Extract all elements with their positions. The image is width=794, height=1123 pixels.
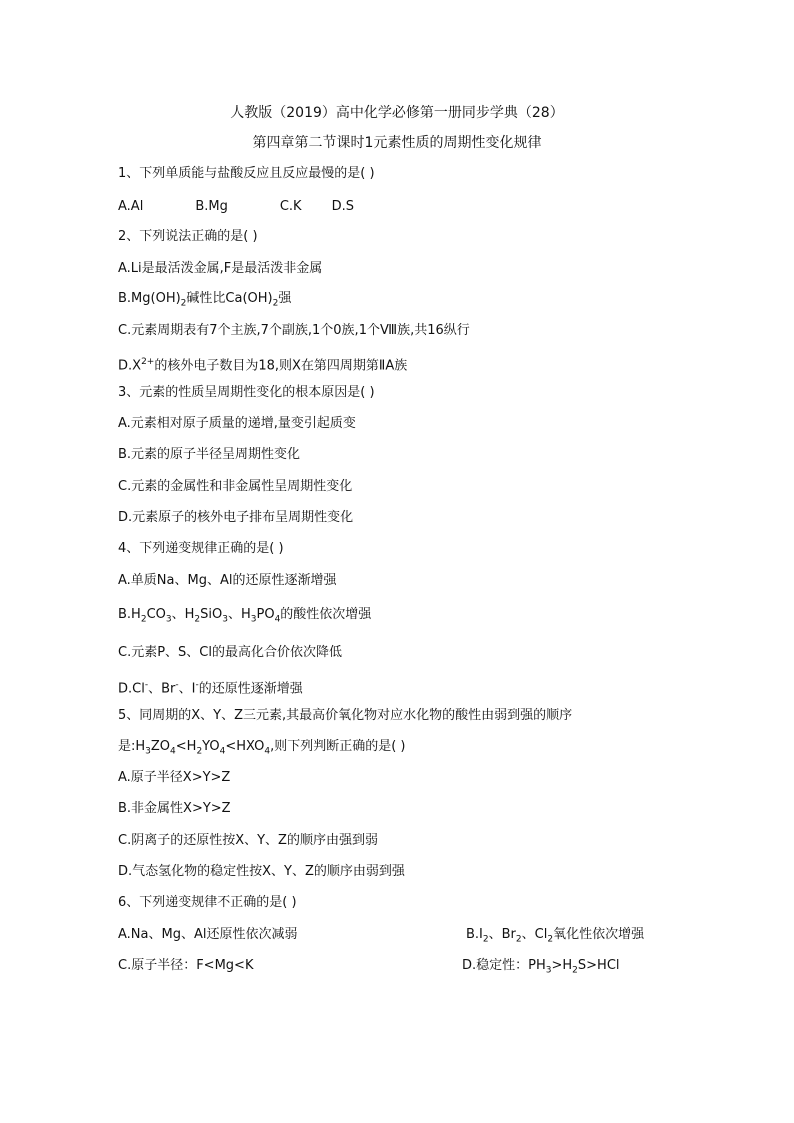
question-1-option-d: D.S (331, 199, 354, 214)
text-run: D.稳定性：PH (462, 958, 546, 973)
text-run: 的酸性依次增强 (280, 607, 372, 622)
subscript: 2 (572, 965, 578, 976)
question-5-option-c: C.阴离子的还原性按X、Y、Z的顺序由强到弱 (118, 833, 378, 848)
text-run: <HXO (225, 739, 265, 754)
subscript: 2 (140, 614, 147, 625)
question-4-option-c: C.元素P、S、Cl的最高化合价依次降低 (118, 645, 342, 660)
document-subtitle: 第四章第二节课时1元素性质的周期性变化规律 (252, 135, 542, 151)
question-5-option-a: A.原子半径X>Y>Z (118, 770, 231, 785)
text-run: 碱性比Ca(OH) (186, 291, 273, 306)
text-run: B.Mg(OH) (118, 291, 181, 306)
question-5-stem-line-1: 5、同周期的X、Y、Z三元素,其最高价氧化物对应水化物的酸性由弱到强的顺序 (118, 708, 573, 723)
text-run: 、Cl (521, 927, 548, 942)
superscript: - (144, 680, 149, 690)
subscript: 2 (194, 614, 201, 625)
question-6-option-b (466, 926, 644, 949)
question-3-option-a: A.元素相对原子质量的递增,量变引起质变 (118, 416, 356, 431)
question-2-option-c: C.元素周期表有7个主族,7个副族,1个0族,1个Ⅷ族,共16纵行 (118, 323, 470, 338)
subscript: 4 (264, 746, 271, 757)
subscript: 3 (250, 614, 257, 625)
text-run: SiO (200, 607, 223, 622)
question-6-option-a: A.Na、Mg、Al还原性依次减弱 (118, 927, 298, 942)
text-run: <H (175, 739, 197, 754)
text-run: 的还原性逐渐增强 (198, 681, 303, 697)
question-4-option-d (118, 676, 303, 698)
question-3-option-c: C.元素的金属性和非金属性呈周期性变化 (118, 479, 353, 494)
text-run: YO (202, 739, 220, 754)
subscript: 2 (547, 934, 554, 945)
text-run: 、Br (148, 681, 176, 697)
question-3-stem: 3、元素的性质呈周期性变化的根本原因是( ) (118, 385, 375, 400)
text-run: ,则下列判断正确的是( ) (270, 739, 406, 754)
question-2-option-a: A.Li是最活泼金属,F是最活泼非金属 (118, 261, 323, 276)
question-1-option-c: C.K (279, 199, 302, 214)
question-6-option-d (462, 957, 620, 980)
question-5-option-b: B.非金属性X>Y>Z (118, 801, 231, 816)
subscript: 4 (170, 746, 176, 757)
text-run: B.I (466, 927, 483, 942)
subscript: 2 (272, 298, 279, 309)
subscript: 3 (145, 746, 151, 757)
subscript: 2 (482, 934, 489, 945)
question-2-option-b (118, 290, 291, 313)
text-run: 、H (227, 607, 251, 622)
subscript: 4 (274, 614, 281, 625)
text-run: 氧化性依次增强 (553, 927, 645, 942)
text-run: 的核外电子数目为18,则X在第四周期第ⅡA族 (154, 358, 408, 374)
question-4-option-a: A.单质Na、Mg、Al的还原性逐渐增强 (118, 573, 337, 588)
question-3-option-d: D.元素原子的核外电子排布呈周期性变化 (118, 510, 354, 525)
text-run: CO (146, 607, 166, 622)
question-4-stem: 4、下列递变规律正确的是( ) (118, 541, 284, 556)
question-6-option-c: C.原子半径：F<Mg<K (118, 958, 254, 973)
subscript: 2 (515, 934, 522, 945)
text-run: 、Br (488, 927, 516, 942)
subscript: 2 (196, 746, 203, 757)
superscript: - (195, 680, 199, 690)
document-title: 人教版（2019）高中化学必修第一册同步学典（28） (230, 105, 564, 121)
question-4-option-b (118, 606, 371, 629)
subscript: 3 (545, 965, 552, 976)
subscript: 4 (219, 746, 226, 757)
text-run: D.X (118, 358, 142, 374)
subscript: 3 (222, 614, 228, 625)
text-run: >H (551, 958, 573, 973)
subscript: 2 (180, 298, 187, 309)
question-1-option-a: A.Al (118, 199, 144, 214)
text-run: D.Cl (118, 681, 145, 697)
question-5-stem-line-2 (118, 738, 406, 761)
text-run: S>HCl (577, 958, 620, 973)
text-run: 、H (171, 607, 195, 622)
text-run: B.H (118, 607, 141, 622)
question-3-option-b: B.元素的原子半径呈周期性变化 (118, 447, 301, 462)
text-run: PO (256, 607, 275, 622)
question-1-stem: 1、下列单质能与盐酸反应且反应最慢的是( ) (118, 166, 375, 181)
question-5-option-d: D.气态氢化物的稳定性按X、Y、Z的顺序由弱到强 (118, 864, 405, 879)
question-6-stem: 6、下列递变规律不正确的是( ) (118, 895, 297, 910)
question-1-option-b: B.Mg (195, 199, 228, 214)
text-run: 是:H (118, 739, 146, 754)
superscript: - (175, 680, 179, 690)
text-run: 强 (278, 291, 292, 306)
question-2-stem: 2、下列说法正确的是( ) (118, 229, 258, 244)
question-2-option-d (118, 353, 407, 375)
text-run: ZO (150, 739, 171, 754)
text-run: 、I (178, 681, 196, 697)
question-1-options (118, 198, 354, 216)
superscript: 2+ (141, 357, 155, 367)
subscript: 3 (165, 614, 172, 625)
